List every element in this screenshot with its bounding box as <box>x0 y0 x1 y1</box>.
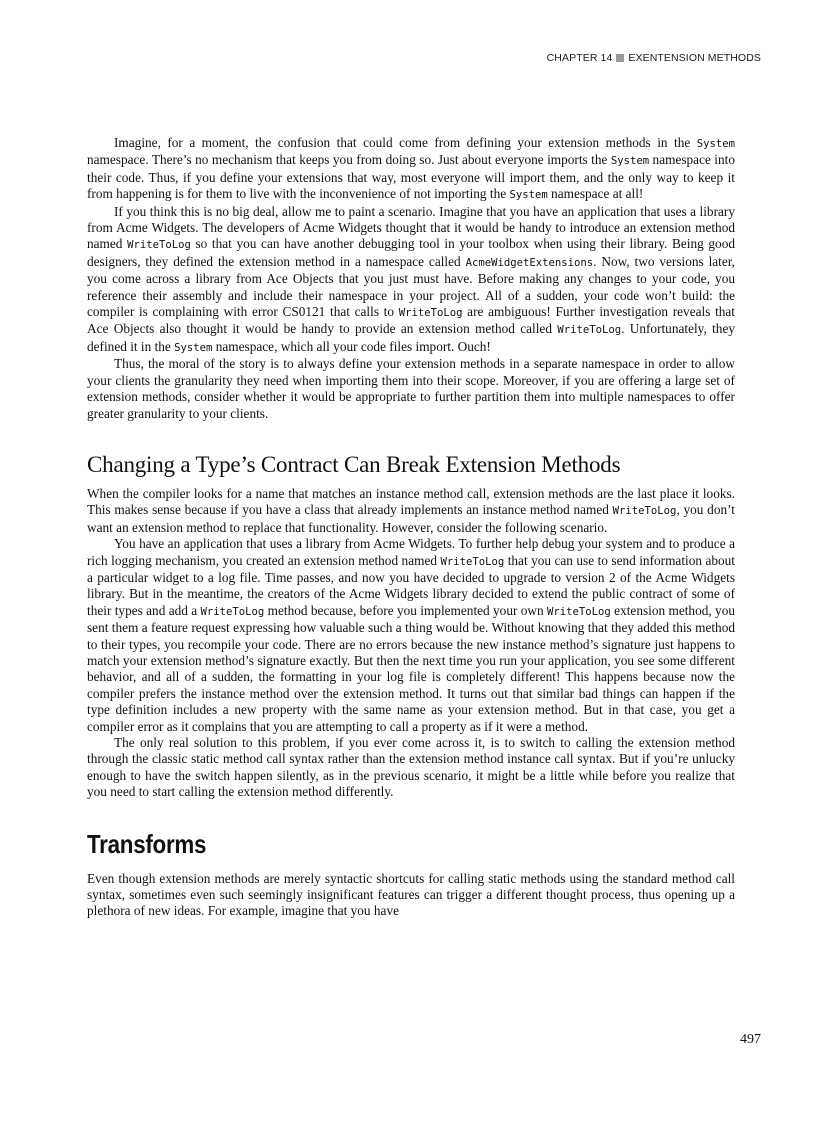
paragraph: Thus, the moral of the story is to always define your extension methods in a separate namespace in order to allow your clients the granularity they need when importing them into their scope. Moreover, if you are offering a large set of extension methods, consider whether it would be appropriate to further partition them into multiple namespaces to offer greater granularity to your clients. <box>87 356 735 421</box>
inline-code: WriteToLog <box>398 307 463 320</box>
chapter-title: EXENTENSION METHODS <box>628 52 761 64</box>
inline-code: WriteToLog <box>557 324 622 337</box>
inline-code: WriteToLog <box>612 505 677 518</box>
separator-icon <box>616 54 624 62</box>
transforms-heading: Transforms <box>87 828 207 859</box>
inline-code: System <box>174 341 213 354</box>
body-text <box>87 135 735 920</box>
transforms-paragraphs <box>87 871 735 920</box>
section-heading: Changing a Type’s Contract Can Break Extension Methods <box>87 451 621 477</box>
paragraph: Even though extension methods are merely syntactic shortcuts for calling static methods using the standard method call syntax, sometimes even such seemingly insignificant features can trigger a different thought process, thus opening up a plethora of new ideas. For example, imagine that you have <box>87 870 735 919</box>
chapter-label: CHAPTER 14 <box>546 52 613 64</box>
paragraph: If you think this is no big deal, allow me to paint a scenario. Imagine that you have an application that uses a library from Acme Widgets. The developers of Acme Widgets thought that it would be handy to introduce an extension method named WriteToLog so that you can have another debugging tool in your toolbox when using their library. Being good designers, they defined the extension method in a namespace called AcmeWidgetExtensions. Now, two versions later, you come across a library from Ace Objects that you just must have. Before making any changes to your code, you reference their assembly and include their namespace in your project. All of a sudden, your code won’t build: the compiler is complaining with error CS0121 that calls to WriteToLog are ambiguous! Further investigation reveals that Ace Objects also thought it would be handy to provide an extension method called WriteToLog. Unfortunately, they defined it in the System namespace, which all your code files import. Ouch! <box>87 203 736 354</box>
running-header <box>547 52 761 64</box>
inline-code: WriteToLog <box>200 605 265 618</box>
inline-code: WriteToLog <box>440 555 505 568</box>
intro-paragraphs <box>87 135 735 422</box>
inline-code: WriteToLog <box>127 239 191 252</box>
paragraph: The only real solution to this problem, if you ever come across it, is to switch to calling the extension method through the classic static method call syntax rather than the extension method instance call syntax. But if you’re unlucky enough to have the switch happen silently, as in the previous scenario, it might be a little while before you realize that you need to start calling the extension method differently. <box>87 735 735 800</box>
inline-code: System <box>509 189 548 202</box>
inline-code: System <box>696 138 735 150</box>
inline-code: WriteToLog <box>547 605 611 618</box>
paragraph: When the compiler looks for a name that matches an instance method call, extension methods are the last place it looks. This makes sense because if you have a class that already implements an instance method named WriteToLog, you don’t want an extension method to replace that functionality. However, consider the following scenario. <box>87 485 735 535</box>
inline-code: AcmeWidgetExtensions <box>465 256 594 269</box>
paragraph: Imagine, for a moment, the confusion that could come from defining your extension methods in the System namespace. There’s no mechanism that keeps you from doing so. Just about everyone imports the System namespace into their code. Thus, if you define your extensions that way, most everyone will import them, and the only way to keep it from happening is for them to live with the inconvenience of not importing the System namespace at all! <box>87 135 735 202</box>
paragraph: You have an application that uses a library from Acme Widgets. To further help debug your system and to produce a rich logging mechanism, you created an extension method named WriteToLog that you can use to send information about a particular widget to a log file. Time passes, and now you have decided to upgrade to version 2 of the Acme Widgets library. But in the meantime, the creators of the Acme Widgets library decided to extend the public contract of some of their types and add a WriteToLog method because, before you implemented your own WriteToLog extension method, you sent them a feature request expressing how valuable such a thing would be. Without knowing that they added this method to their types, you recompile your code. There are no errors because the new instance method’s signature just happens to match your extension method’s signature exactly. But then the next time you run your application, you see some different behavior, and all of a sudden, the formatting in your log file is completely different! This happens because now the compiler prefers the instance method over the extension method. It turns out that similar bad things can happen if the type definition includes a new property with the same name as your extension method. But in that case, you get a compiler error as it complains that you are attempting to call a property as if it were a method. <box>87 536 735 734</box>
section-paragraphs <box>87 486 735 801</box>
page-number: 497 <box>740 1032 761 1047</box>
inline-code: System <box>610 155 650 168</box>
